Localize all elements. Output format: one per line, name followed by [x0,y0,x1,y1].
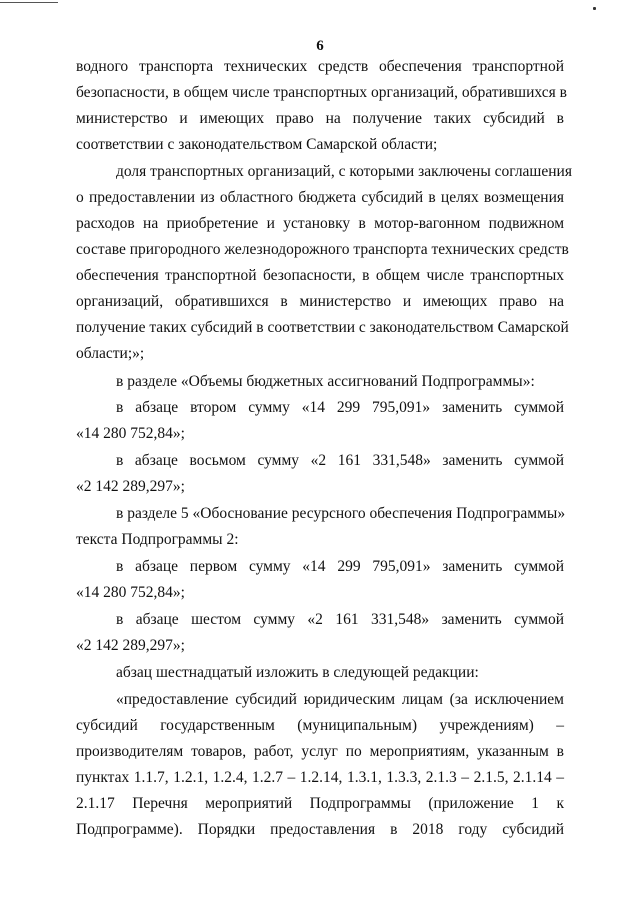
text-line: в абзаце втором сумму «14 299 795,091» заменить суммой [116,399,564,416]
text-line: обеспечения транспортной безопасности, в общем числе транспортных [76,267,564,284]
text-line: в абзаце шестом сумму «2 161 331,548» заменить суммой [116,611,564,628]
text-line: расходов на приобретение и установку в мотор-вагонном подвижном [76,215,564,232]
text-line: в абзаце первом сумму «14 299 795,091» заменить суммой [116,558,564,575]
text-line: в разделе «Объемы бюджетных ассигнований Подпрограммы»: [116,373,535,390]
text-line: «предоставление субсидий юридическим лицам (за исключением [116,691,564,708]
scan-edge-line [0,2,58,3]
text-line: абзац шестнадцатый изложить в следующей редакции: [116,664,479,681]
text-line: водного транспорта технических средств обеспечения транспортной [76,58,564,75]
text-line: в абзаце восьмом сумму «2 161 331,548» заменить суммой [116,452,564,469]
text-line: безопасности, в общем числе транспортных организаций, обратившихся в [76,84,567,101]
text-line: организаций, обратившихся в министерство и имеющих право на [76,293,564,310]
text-line: в разделе 5 «Обоснование ресурсного обеспечения Подпрограммы» [116,505,566,522]
text-line: текста Подпрограммы 2: [76,531,239,548]
text-line: пунктах 1.1.7, 1.2.1, 1.2.4, 1.2.7 – 1.2.14, 1.3.1, 1.3.3, 2.1.3 – 2.1.5, 2.1.14 – [76,769,564,786]
scan-speck [593,7,596,10]
text-line: составе пригородного железнодорожного транспорта технических средств [76,241,569,258]
text-line: области;»; [76,345,145,362]
text-line: министерство и имеющих право на получение таких субсидий в [76,110,564,127]
text-line: «14 280 752,84»; [76,584,185,601]
text-line: получение таких субсидий в соответствии с законодательством Самарской [76,319,569,336]
text-line: производителям товаров, работ, услуг по мероприятиям, указанным в [76,743,564,760]
text-line: субсидий государственным (муниципальным) учреждениям) – [76,717,564,734]
page-number: 6 [316,38,324,54]
text-line: соответствии с законодательством Самарской области; [76,136,438,153]
text-line: 2.1.17 Перечня мероприятий Подпрограммы (приложение 1 к [76,795,564,812]
text-line: Подпрограмме). Порядки предоставления в 2018 году субсидий [76,821,564,838]
text-line: доля транспортных организаций, с которыми заключены соглашения [116,163,572,180]
text-line: «2 142 289,297»; [76,478,185,495]
text-line: «2 142 289,297»; [76,637,185,654]
text-line: о предоставлении из областного бюджета субсидий в целях возмещения [76,189,564,206]
text-line: «14 280 752,84»; [76,425,185,442]
